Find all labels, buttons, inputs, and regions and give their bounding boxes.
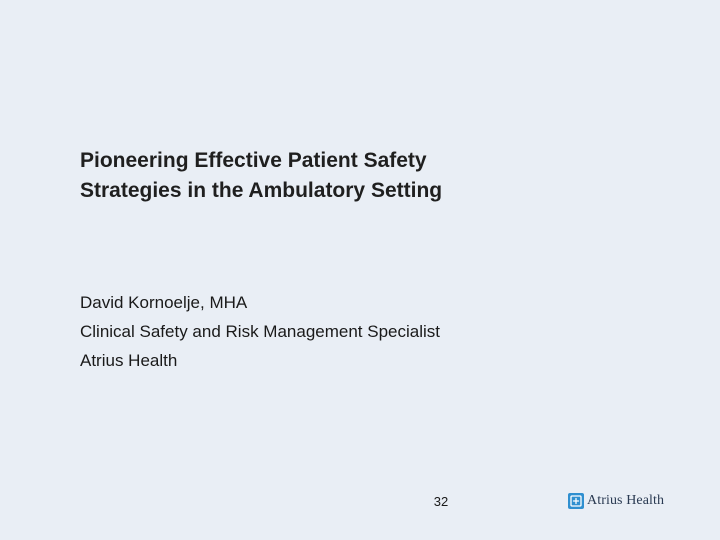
logo-text: Atrius Health xyxy=(587,493,665,508)
page-number: 32 xyxy=(433,494,449,509)
author-organization: Atrius Health xyxy=(80,351,178,370)
atrius-logo-icon xyxy=(568,493,584,509)
author-role: Clinical Safety and Risk Management Specialist xyxy=(80,322,441,341)
author-block xyxy=(80,288,440,375)
slide-title-line-1: Pioneering Effective Patient Safety xyxy=(80,149,427,172)
slide-title-line-2: Strategies in the Ambulatory Setting xyxy=(80,179,443,202)
atrius-health-logo xyxy=(568,493,664,509)
author-name: David Kornoelje, MHA xyxy=(80,293,248,312)
slide-title xyxy=(80,146,640,206)
